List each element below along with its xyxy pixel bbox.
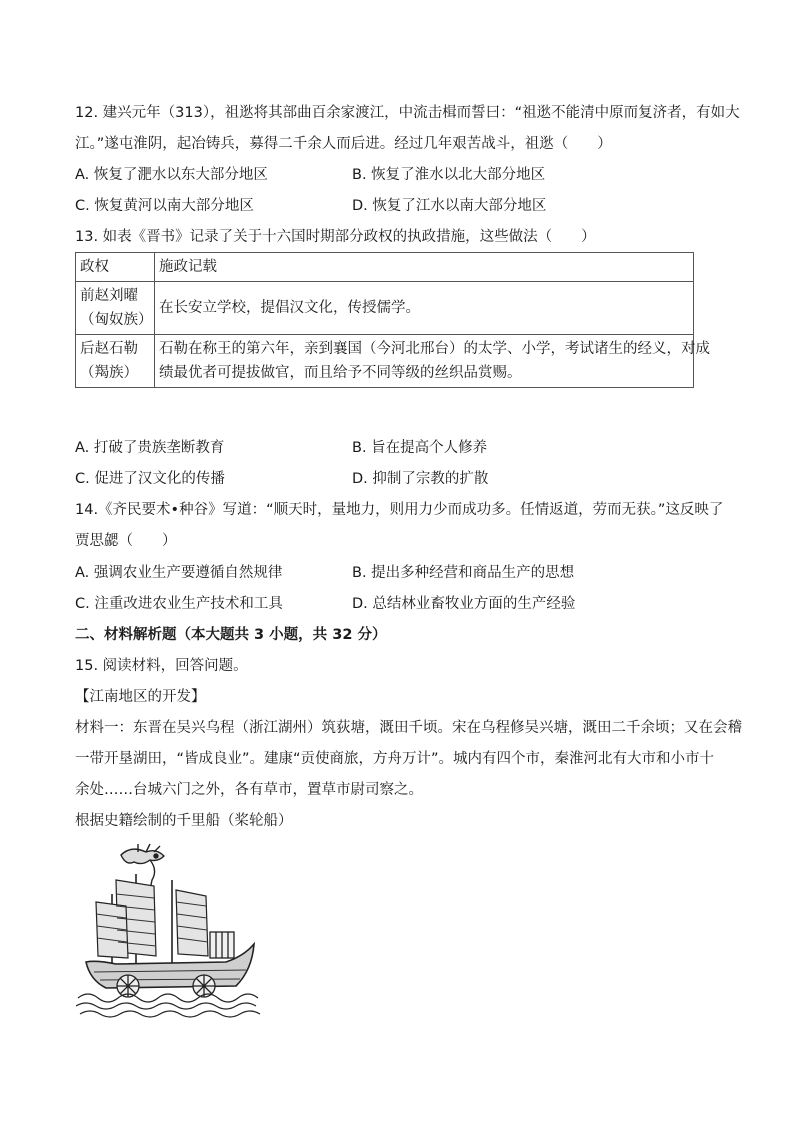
q14-option-d: D. 总结林业畜牧业方面的生产经验 <box>352 596 576 612</box>
section-heading: 二、材料解析题（本大题共 3 小题，共 32 分） <box>75 627 387 643</box>
q12-option-d: D. 恢复了江水以南大部分地区 <box>352 198 547 214</box>
q12-stem-line1: 12. 建兴元年（313），祖逖将其部曲百余家渡江，中流击楫而誓曰：“祖逖不能清中原而复济者，有如大 <box>75 105 740 121</box>
record-line: 绩最优者可提拔做官，而且给予不同等级的丝织品赏赐。 <box>159 365 522 381</box>
q14-option-b: B. 提出多种经营和商品生产的思想 <box>352 565 575 581</box>
table-row <box>76 335 694 388</box>
q13-stem: 13. 如表《晋书》记录了关于十六国时期部分政权的执政措施，这些做法（ ） <box>75 229 596 245</box>
q14-option-c: C. 注重改进农业生产技术和工具 <box>75 596 283 612</box>
regime-name: 前赵刘曜 <box>80 288 138 304</box>
policy-table <box>75 252 710 388</box>
q12-stem-line2: 江。”遂屯淮阴，起冶铸兵，募得二千余人而后进。经过几年艰苦战斗，祖逖（ ） <box>75 136 612 152</box>
q14-stem-line1: 14.《齐民要术•种谷》写道：“顺天时，量地力，则用力少而成功多。任情返道，劳而无获。”这反映了 <box>75 502 724 518</box>
paddle-wheel-ship-illustration <box>76 840 268 1020</box>
regime-name: 后赵石勒 <box>80 341 138 357</box>
q12-option-c: C. 恢复黄河以南大部分地区 <box>75 198 254 214</box>
q12-option-b: B. 恢复了淮水以北大部分地区 <box>352 167 546 183</box>
q12-option-a: A. 恢复了淝水以东大部分地区 <box>75 167 268 183</box>
q15-material-line1: 材料一：东晋在吴兴乌程（浙江湖州）筑荻塘，溉田千顷。宋在乌程修吴兴塘，溉田二千余顷；又在会稽 <box>75 720 742 736</box>
regime-ethnicity: （匈奴族） <box>80 312 153 328</box>
table-cell-record: 在长安立学校，提倡汉文化，传授儒学。 <box>155 282 694 335</box>
table-cell-record <box>155 335 710 388</box>
table-cell-regime <box>76 282 155 335</box>
q15-material-line3: 余处……台城六门之外，各有草市，置草市尉司察之。 <box>75 782 423 798</box>
q13-option-c: C. 促进了汉文化的传播 <box>75 471 225 487</box>
figure-caption: 根据史籍绘制的千里船（桨轮船） <box>75 813 293 829</box>
q15-stem: 15. 阅读材料，回答问题。 <box>75 658 248 674</box>
q15-heading: 【江南地区的开发】 <box>75 689 206 705</box>
table-header-regime: 政权 <box>76 253 155 282</box>
q14-stem-line2: 贾思勰（ ） <box>75 533 177 549</box>
q13-option-a: A. 打破了贵族垄断教育 <box>75 440 225 456</box>
regime-ethnicity: （羯族） <box>80 365 138 381</box>
table-header-row <box>76 253 694 282</box>
q14-option-a: A. 强调农业生产要遵循自然规律 <box>75 565 283 581</box>
table-row <box>76 282 694 335</box>
record-line: 石勒在称王的第六年，亲到襄国（今河北邢台）的太学、小学，考试诸生的经义，对成 <box>159 341 710 357</box>
table-cell-regime <box>76 335 155 388</box>
q13-option-d: D. 抑制了宗教的扩散 <box>352 471 489 487</box>
q15-material-line2: 一带开垦湖田，“皆成良业”。建康“贡使商旅，方舟万计”。城内有四个市，秦淮河北有大市和小市十 <box>75 751 715 767</box>
q13-option-b: B. 旨在提高个人修养 <box>352 440 488 456</box>
table-header-record: 施政记载 <box>155 253 694 282</box>
